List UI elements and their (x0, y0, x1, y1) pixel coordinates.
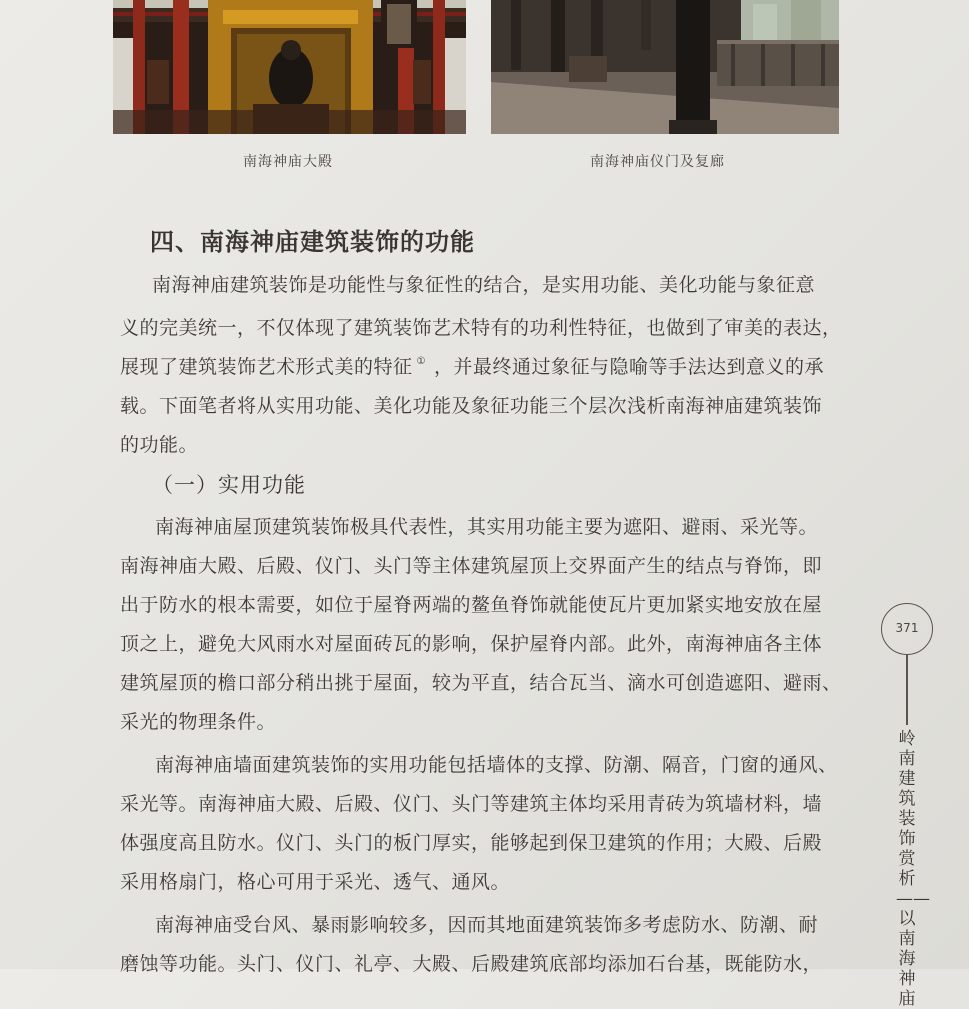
gate-corridor-photo (491, 0, 839, 134)
line-text: 展现了建筑装饰艺术形式美的特征 (120, 356, 413, 378)
paragraph-line: 南海神庙建筑装饰是功能性与象征性的结合，是实用功能、美化功能与象征意 (152, 274, 816, 296)
paragraph-line: 义的完美统一，不仅体现了建筑装饰艺术特有的功利性特征，也做到了审美的表达， (120, 317, 842, 339)
paragraph-line: 采光等。南海神庙大殿、后殿、仪门、头门等建筑主体均采用青砖为筑墙材料，墙 (120, 793, 823, 815)
paragraph-line: 采用格扇门，格心可用于采光、透气、通风。 (120, 871, 511, 893)
figure-caption: 南海神庙大殿 (243, 154, 333, 170)
paragraph-line: 出于防水的根本需要，如位于屋脊两端的鳌鱼脊饰就能使瓦片更加紧实地安放在屋 (120, 594, 823, 616)
paragraph-line: 磨蚀等功能。头门、仪门、礼亭、大殿、后殿建筑底部均添加石台基，既能防水， (120, 953, 823, 975)
paragraph-line: 南海神庙大殿、后殿、仪门、头门等主体建筑屋顶上交界面产生的结点与脊饰，即 (120, 555, 823, 577)
paragraph-line: 南海神庙屋顶建筑装饰极具代表性，其实用功能主要为遮阳、避雨、采光等。 (155, 516, 819, 538)
paragraph-line: 南海神庙墙面建筑装饰的实用功能包括墙体的支撑、防潮、隔音，门窗的通风、 (155, 754, 838, 776)
figure-caption: 南海神庙仪门及复廊 (590, 154, 725, 170)
page-number: 371 (895, 621, 919, 635)
paragraph-line (120, 352, 824, 379)
paragraph-line: 顶之上，避免大风雨水对屋面砖瓦的影响，保护屋脊内部。此外，南海神庙各主体 (120, 633, 823, 655)
line-text: ，并最终通过象征与隐喻等手法达到意义的承 (433, 356, 824, 378)
footnote-marker: ① (416, 356, 426, 367)
side-rule (906, 655, 908, 725)
paragraph-line: 南海神庙受台风、暴雨影响较多，因而其地面建筑装饰多考虑防水、防潮、耐 (155, 914, 819, 936)
paragraph-line: 体强度高且防水。仪门、头门的板门厚实，能够起到保卫建筑的作用；大殿、后殿 (120, 832, 823, 854)
paragraph-line: 的功能。 (120, 434, 199, 456)
page-number-badge (881, 603, 933, 655)
subsection-heading: （一）实用功能 (152, 473, 306, 497)
section-heading: 四、南海神庙建筑装饰的功能 (150, 227, 475, 256)
paragraph-line: 建筑屋顶的檐口部分稍出挑于屋面，较为平直，结合瓦当、滴水可创造遮阳、避雨、 (120, 672, 842, 694)
paragraph-line: 载。下面笔者将从实用功能、美化功能及象征功能三个层次浅析南海神庙建筑装饰 (120, 395, 823, 417)
hall-photo (113, 0, 466, 134)
paragraph-line: 采光的物理条件。 (120, 711, 277, 733)
running-title: 岭南建筑装饰赏析——以南海神庙 (896, 729, 930, 1009)
